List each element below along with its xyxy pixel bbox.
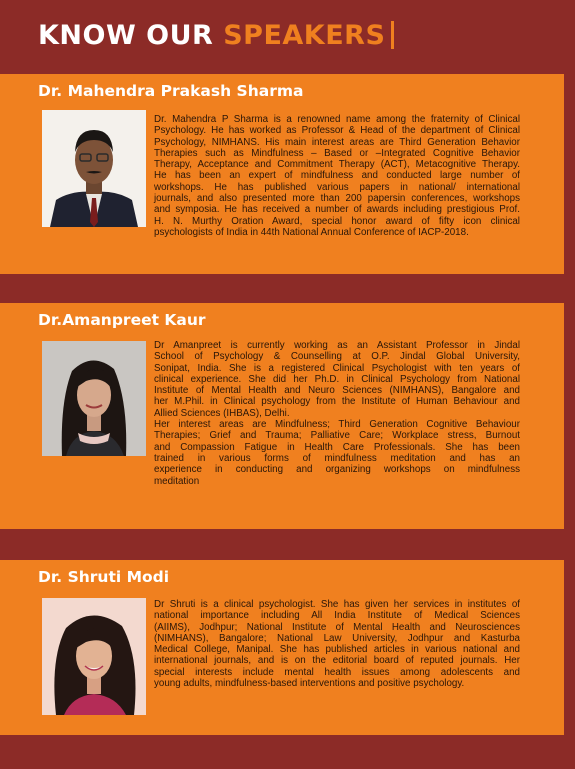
- bio-line: Therapies such as Mindfulness – Based or –Integrated Cognitive Behavior: [154, 147, 520, 159]
- speaker-name: Dr.Amanpreet Kaur: [38, 311, 206, 329]
- bio-line: and Compassion Fatigue in Health Care Professionals. She has been: [154, 441, 520, 453]
- bio-line: He has been an expert of mindfulness and conducted large number of: [154, 170, 520, 182]
- bio-line: Therapies; Grief and Trauma; Palliative Care; Workplace stress, Burnout: [154, 430, 520, 442]
- bio-line: Psychology, NIMHANS. His main interest areas are Third Generation Behavior: [154, 136, 520, 148]
- bio-line: Sonipat, India. She is a registered Clinical Psychologist with ten years of: [154, 362, 520, 374]
- speaker-card-modi: [0, 560, 564, 735]
- speaker-card-sharma: [0, 74, 564, 274]
- portrait-woman-image: [42, 341, 146, 456]
- bio-line: national importance including All India Institute of Medical Sciences: [154, 610, 520, 622]
- bio-line: trained in various forms of mindfulness meditation and has an: [154, 452, 520, 464]
- speaker-name: Dr. Shruti Modi: [38, 568, 170, 586]
- bio-line: Psychology. He has worked as Professor & Head of the department of Clinical: [154, 125, 520, 137]
- bio-line: Therapy, Acceptance and Commitment Therapy (ACT), Metacognitive Therapy.: [154, 159, 520, 171]
- bio-line: workshops. He has published various papers in national/ international: [154, 181, 520, 193]
- bio-line: Her interest areas are Mindfulness; Third Generation Cognitive Behaviour: [154, 419, 520, 431]
- bio-line: H. N. Murthy Oration Award, special honor award of fifty icon clinical: [154, 215, 520, 227]
- page-header: [0, 0, 575, 74]
- bio-line: (NIMHANS), Bangalore; National Law University, Jodhpur and Kasturba: [154, 632, 520, 644]
- bio-line: Institute of Mental Health and Neuro Sciences (NIMHANS), Bangalore and: [154, 385, 520, 397]
- title-accent-bar: [391, 21, 394, 49]
- bio-line: (AIIMS), Jodhpur; National Institute of Mental Health and Neurosciences: [154, 621, 520, 633]
- bio-line: Dr Amanpreet is currently working as an Assistant Professor in Jindal: [154, 340, 520, 351]
- speaker-bio: [154, 114, 520, 238]
- bio-line: Dr. Mahendra P Sharma is a renowned name among the fraternity of Clinical: [154, 114, 520, 125]
- speaker-name: Dr. Mahendra Prakash Sharma: [38, 82, 304, 100]
- bio-line: her M.Phil. in Clinical psychology from the Institute of Human Behaviour and: [154, 396, 520, 408]
- speaker-photo: [42, 598, 146, 715]
- bio-line: international journals, and is on the editorial board of reputed journals. Her: [154, 655, 520, 667]
- bio-line: and symposia. He has received a number of awards including prestigious Prof.: [154, 204, 520, 216]
- speaker-photo: [42, 341, 146, 456]
- speaker-bio: [154, 340, 520, 487]
- speaker-card-kaur: [0, 303, 564, 529]
- portrait-man-image: [42, 110, 146, 227]
- bio-line: experience in conducting and organizing workshops on mindfulness: [154, 464, 520, 476]
- bio-line: School of Psychology & Counselling at O.P. Jindal Global University,: [154, 351, 520, 363]
- speaker-bio: [154, 599, 520, 689]
- bio-line: Allied Sciences (IHBAS), Delhi.: [154, 407, 290, 419]
- page-title-part2: SPEAKERS: [223, 20, 386, 51]
- page-title-part1: KNOW OUR: [38, 20, 214, 51]
- speaker-photo: [42, 110, 146, 227]
- bio-line: psychologists of India in 44th National Annual Conference of IACP-2018.: [154, 226, 469, 238]
- bio-line: journals, and also presented more than 200 papersin conferences, workshops: [154, 193, 520, 205]
- bio-line: Medical College, Manipal. She has published articles in various national and: [154, 644, 520, 656]
- bio-line: Dr Shruti is a clinical psychologist. She has given her services in institutes of: [154, 599, 520, 610]
- bio-line: clinical experience. She did her Ph.D. in Clinical Psychology from National: [154, 373, 520, 385]
- page-title: [38, 20, 394, 51]
- bio-line: special interests include mental health issues among adolescents and: [154, 666, 520, 678]
- portrait-woman-image: [42, 598, 146, 715]
- bio-line: meditation: [154, 475, 200, 487]
- bio-line: young adults, mindfulness-based interventions and positive psychology.: [154, 678, 465, 690]
